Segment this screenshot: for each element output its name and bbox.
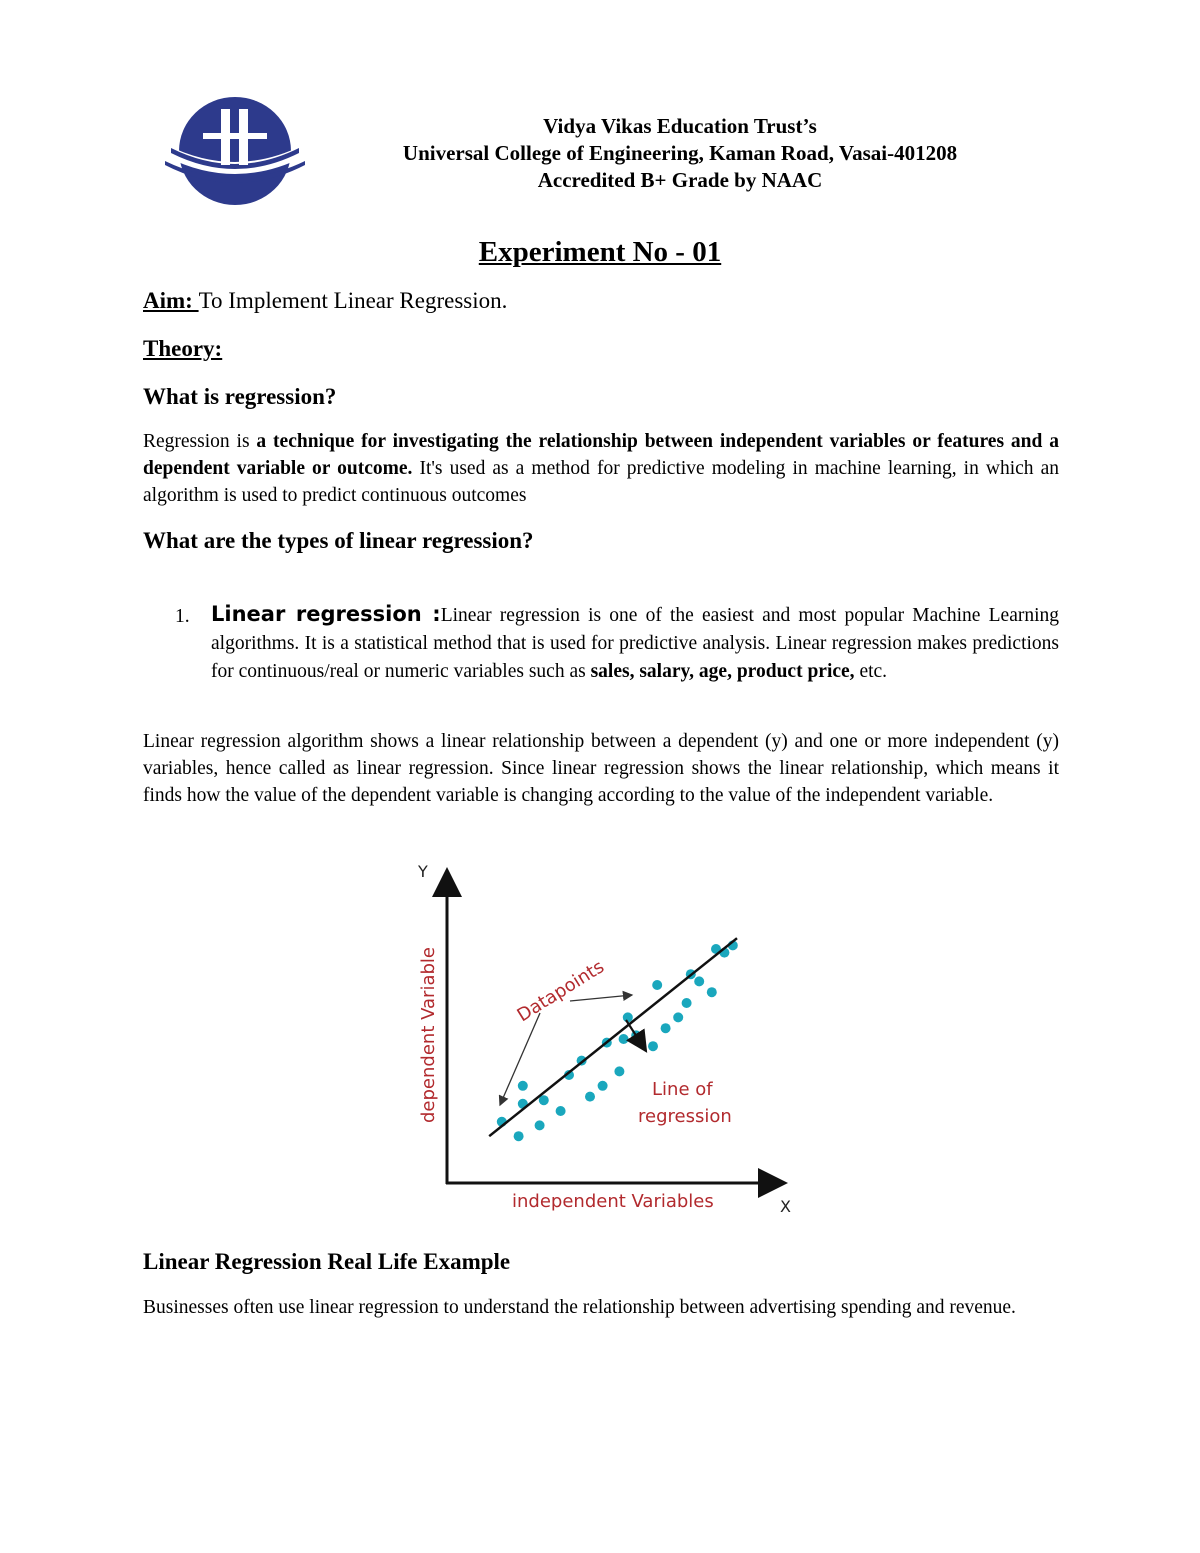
datapoints-arrow-right xyxy=(570,995,632,1001)
datapoints-arrow-left xyxy=(500,1013,540,1105)
theory-label: Theory: xyxy=(143,336,223,361)
regression-definition-bold: a technique for investigating the relationship between independent variables or features and a dependent variable or outcome. xyxy=(143,431,1059,479)
datapoints-annotation: Datapoints xyxy=(513,956,608,1027)
regression-arrow xyxy=(626,1020,646,1051)
list-item-bold: sales, salary, age, product price, xyxy=(590,661,855,682)
data-point xyxy=(598,1081,608,1091)
college-logo xyxy=(163,95,307,207)
linear-regression-paragraph: Linear regression algorithm shows a linear relationship between a dependent (y) and one or more independent (y) variables, hence called as linear regression. Since linear regression shows the linear relationship, which means it finds how the value of the dependent variable is changing according to the value of the independent variable. xyxy=(143,731,1059,806)
heading-what-is-regression: What is regression? xyxy=(143,384,337,409)
aim-text: To Implement Linear Regression. xyxy=(198,288,508,313)
data-point xyxy=(514,1131,524,1141)
regression-definition-rest: It's used as a method for predictive modeling in machine learning, in which an algorithm is used to predict continuous outcomes xyxy=(143,458,1060,506)
data-point xyxy=(682,998,692,1008)
data-point xyxy=(614,1066,624,1076)
data-point xyxy=(694,976,704,986)
list-number: 1. xyxy=(175,606,190,627)
regression-definition-start: Regression is xyxy=(143,431,257,452)
data-point xyxy=(661,1023,671,1033)
aim-line xyxy=(143,288,507,314)
data-point xyxy=(556,1106,566,1116)
regression-diagram xyxy=(400,855,800,1225)
x-axis-label: independent Variables xyxy=(512,1191,714,1212)
line-annotation-2: regression xyxy=(638,1106,732,1127)
heading-types: What are the types of linear regression? xyxy=(143,528,534,553)
y-axis-letter: Y xyxy=(418,862,428,881)
data-point xyxy=(652,980,662,990)
accreditation: Accredited B+ Grade by NAAC xyxy=(537,168,823,192)
types-list xyxy=(175,600,1059,686)
data-point xyxy=(585,1092,595,1102)
data-point xyxy=(648,1041,658,1051)
trust-name: Vidya Vikas Education Trust’s xyxy=(543,114,817,138)
list-item-text: Linear regression is one of the easiest and most popular Machine Learning algorithms. It is a statistical method that is used for predictive analysis. Linear regression makes predictions for continuous/real or numeric variables such as xyxy=(211,605,1060,682)
data-point xyxy=(518,1081,528,1091)
data-point xyxy=(535,1120,545,1130)
experiment-title: Experiment No - 01 xyxy=(478,236,722,268)
real-life-paragraph: Businesses often use linear regression to understand the relationship between advertising spending and revenue. xyxy=(143,1297,1016,1318)
aim-label: Aim: xyxy=(143,288,199,313)
regression-definition xyxy=(143,428,1059,509)
college-header xyxy=(0,95,1200,215)
college-name: Universal College of Engineering, Kaman Road, Vasai-401208 xyxy=(402,141,958,165)
y-axis-label: dependent Variable xyxy=(418,947,439,1123)
data-point xyxy=(707,987,717,997)
list-item xyxy=(211,600,1059,686)
data-point xyxy=(619,1034,629,1044)
x-axis-letter: X xyxy=(780,1197,791,1216)
line-annotation-1: Line of xyxy=(652,1079,713,1100)
list-item-end: etc. xyxy=(854,661,888,682)
list-item-lead: Linear regression : xyxy=(211,602,441,626)
heading-real-life-example: Linear Regression Real Life Example xyxy=(143,1249,511,1274)
data-point xyxy=(673,1012,683,1022)
